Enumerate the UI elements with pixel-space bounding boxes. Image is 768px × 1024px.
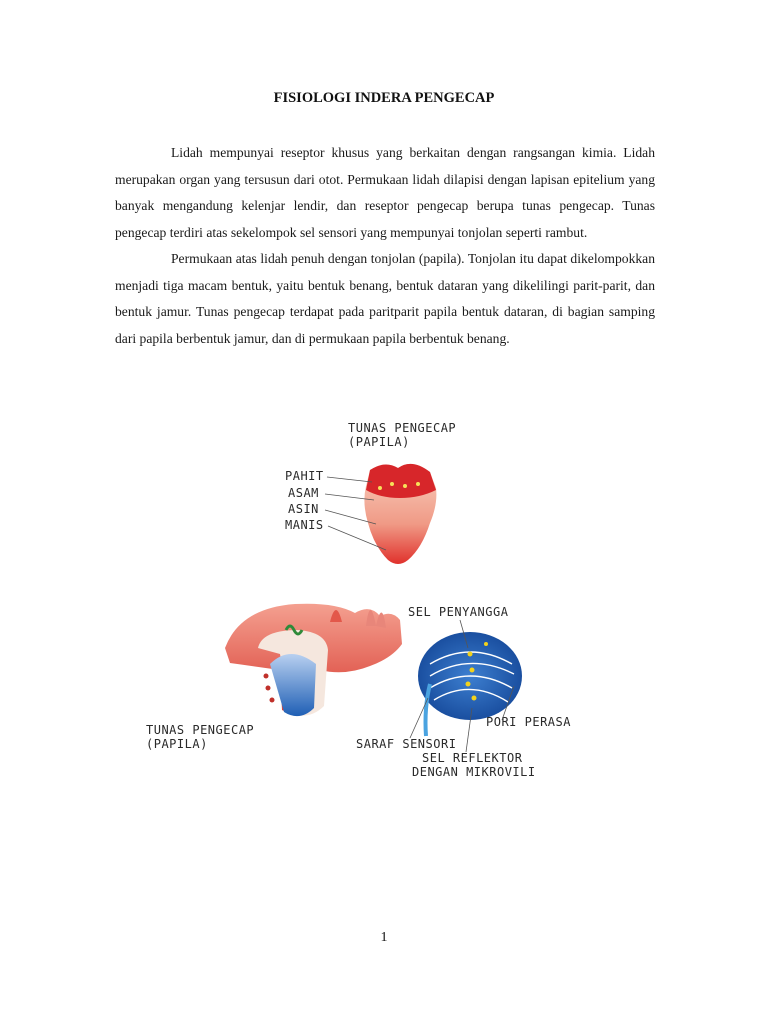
paragraph-2: Permukaan atas lidah penuh dengan tonjolan (papila). Tonjolan itu dapat dikelompokkan menjadi tiga macam bentuk, yaitu bentuk benang, bentuk dataran yang dikelilingi parit-parit, dan bentuk jamur. Tunas pengecap terdapat pada paritparit papila bentuk dataran, di bagian samping dari papila berbentuk jamur, dan di permukaan papila berbentuk benang. <box>115 251 655 346</box>
label-sel-penyangga: SEL PENYANGGA <box>408 605 509 619</box>
tongue-shape <box>364 464 436 564</box>
papila-cross-section <box>225 604 402 716</box>
tongue-title-line2: (PAPILA) <box>348 435 410 449</box>
label-sel-reflektor-line1: SEL REFLEKTOR <box>422 751 523 765</box>
label-manis: MANIS <box>285 518 324 532</box>
label-sel-reflektor-line2: DENGAN MIKROVILI <box>412 765 536 779</box>
papila-label-line2: (PAPILA) <box>146 737 208 751</box>
label-pori-perasa: PORI PERASA <box>486 715 571 729</box>
body-text <box>115 140 655 352</box>
papila-label-line1: TUNAS PENGECAP <box>146 723 255 737</box>
label-asin: ASIN <box>288 502 319 516</box>
page-title: FISIOLOGI INDERA PENGECAP <box>273 90 495 106</box>
label-saraf-sensori: SARAF SENSORI <box>356 737 457 751</box>
tongue-title-line1: TUNAS PENGECAP <box>348 421 457 435</box>
taste-anatomy-figure <box>130 408 610 798</box>
paragraph-1: Lidah mempunyai reseptor khusus yang berkaitan dengan rangsangan kimia. Lidah merupakan organ yang tersusun dari otot. Permukaan lidah dilapisi dengan lapisan epitelium yang banyak mengandung kelenjar lendir, dan reseptor pengecap berupa tunas pengecap. Tunas pengecap terdiri atas sekelompok sel sensori yang mempunyai tonjolan seperti rambut. <box>115 145 655 240</box>
page-number: 1 <box>380 930 388 945</box>
label-pahit: PAHIT <box>285 469 324 483</box>
figure-illustration <box>130 408 610 798</box>
label-asam: ASAM <box>288 486 319 500</box>
